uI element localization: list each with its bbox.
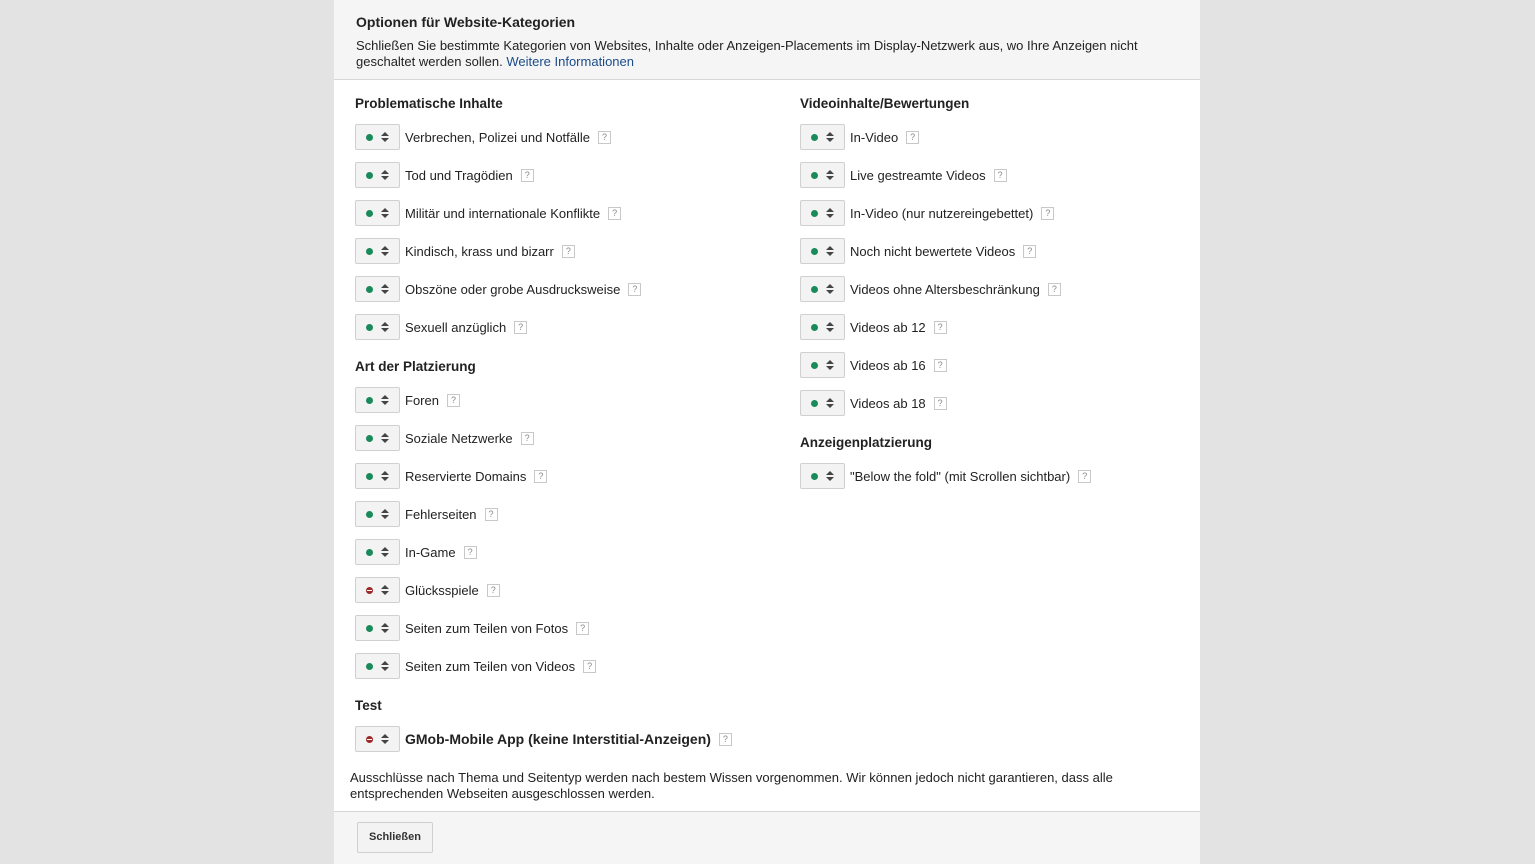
- category-label: Videos ohne Altersbeschränkung: [850, 281, 1040, 297]
- status-selector[interactable]: [355, 501, 400, 527]
- allowed-status-icon: [366, 473, 373, 480]
- allowed-status-icon: [811, 400, 818, 407]
- sort-arrows-icon: [826, 471, 834, 481]
- category-row: [355, 462, 732, 490]
- category-row: [355, 500, 732, 528]
- sort-arrows-icon: [826, 132, 834, 142]
- disclaimer-note: Ausschlüsse nach Thema und Seitentyp werden nach bestem Wissen vorgenommen. Wir können jedoch nicht garantieren, dass alle entsprechenden Webseiten ausgeschlossen werden.: [350, 770, 1113, 801]
- category-row: [355, 576, 732, 604]
- allowed-status-icon: [811, 286, 818, 293]
- sort-arrows-icon: [381, 208, 389, 218]
- category-label: Videos ab 18: [850, 395, 926, 411]
- section-heading: Problematische Inhalte: [355, 96, 503, 111]
- help-icon[interactable]: ?: [1041, 207, 1054, 220]
- sort-arrows-icon: [381, 284, 389, 294]
- sort-arrows-icon: [381, 509, 389, 519]
- status-selector[interactable]: [355, 124, 400, 150]
- allowed-status-icon: [366, 210, 373, 217]
- help-icon[interactable]: ?: [562, 245, 575, 258]
- allowed-status-icon: [366, 663, 373, 670]
- sort-arrows-icon: [381, 623, 389, 633]
- section-heading: Videoinhalte/Bewertungen: [800, 96, 970, 111]
- category-label: "Below the fold" (mit Scrollen sichtbar): [850, 468, 1071, 484]
- sort-arrows-icon: [381, 322, 389, 332]
- sort-arrows-icon: [381, 395, 389, 405]
- sort-arrows-icon: [381, 170, 389, 180]
- dialog-header: [334, 0, 1200, 80]
- status-selector[interactable]: [800, 238, 845, 264]
- status-selector[interactable]: [800, 276, 845, 302]
- allowed-status-icon: [811, 134, 818, 141]
- category-row: [800, 123, 1091, 151]
- excluded-status-icon: [366, 587, 373, 594]
- help-icon[interactable]: ?: [906, 131, 919, 144]
- sort-arrows-icon: [381, 132, 389, 142]
- help-icon[interactable]: ?: [719, 733, 732, 746]
- help-icon[interactable]: ?: [514, 321, 527, 334]
- category-label: Obszöne oder grobe Ausdrucksweise: [405, 281, 621, 297]
- status-selector[interactable]: [355, 387, 400, 413]
- help-icon[interactable]: ?: [464, 546, 477, 559]
- status-selector[interactable]: [800, 200, 845, 226]
- allowed-status-icon: [811, 362, 818, 369]
- help-icon[interactable]: ?: [583, 660, 596, 673]
- category-row: [355, 652, 732, 680]
- status-selector[interactable]: [800, 314, 845, 340]
- help-icon[interactable]: ?: [608, 207, 621, 220]
- allowed-status-icon: [366, 549, 373, 556]
- status-selector[interactable]: [355, 615, 400, 641]
- right-column: [800, 96, 1091, 500]
- status-selector[interactable]: [800, 352, 845, 378]
- category-label: Seiten zum Teilen von Fotos: [405, 620, 569, 636]
- help-icon[interactable]: ?: [598, 131, 611, 144]
- allowed-status-icon: [366, 324, 373, 331]
- help-icon[interactable]: ?: [447, 394, 460, 407]
- left-column: [355, 96, 732, 763]
- category-label: Reservierte Domains: [405, 468, 527, 484]
- category-row: [800, 199, 1091, 227]
- close-button[interactable]: Schließen: [357, 822, 433, 853]
- help-icon[interactable]: ?: [534, 470, 547, 483]
- status-selector[interactable]: [355, 162, 400, 188]
- category-row: [800, 389, 1091, 417]
- allowed-status-icon: [366, 248, 373, 255]
- status-selector[interactable]: [355, 314, 400, 340]
- help-icon[interactable]: ?: [521, 432, 534, 445]
- category-row: [800, 237, 1091, 265]
- help-icon[interactable]: ?: [994, 169, 1007, 182]
- help-icon[interactable]: ?: [934, 321, 947, 334]
- sort-arrows-icon: [826, 284, 834, 294]
- category-label: Noch nicht bewertete Videos: [850, 243, 1016, 259]
- category-row: [355, 161, 732, 189]
- help-icon[interactable]: ?: [628, 283, 641, 296]
- category-label: In-Game: [405, 544, 456, 560]
- sort-arrows-icon: [826, 360, 834, 370]
- sort-arrows-icon: [826, 322, 834, 332]
- more-info-link[interactable]: Weitere Informationen: [506, 54, 634, 69]
- status-selector[interactable]: [800, 162, 845, 188]
- status-selector[interactable]: [355, 276, 400, 302]
- help-icon[interactable]: ?: [485, 508, 498, 521]
- sort-arrows-icon: [381, 585, 389, 595]
- category-row: [800, 313, 1091, 341]
- category-label: Verbrechen, Polizei und Notfälle: [405, 129, 591, 145]
- sort-arrows-icon: [381, 734, 389, 744]
- allowed-status-icon: [366, 172, 373, 179]
- status-selector[interactable]: [355, 200, 400, 226]
- sort-arrows-icon: [381, 661, 389, 671]
- allowed-status-icon: [811, 172, 818, 179]
- category-label: Live gestreamte Videos: [850, 167, 986, 183]
- sort-arrows-icon: [381, 246, 389, 256]
- category-row: [800, 161, 1091, 189]
- category-label: Kindisch, krass und bizarr: [405, 243, 554, 259]
- allowed-status-icon: [811, 210, 818, 217]
- category-label: Sexuell anzüglich: [405, 319, 507, 335]
- category-row: [355, 275, 732, 303]
- status-selector[interactable]: [355, 425, 400, 451]
- category-row: [355, 424, 732, 452]
- sort-arrows-icon: [381, 471, 389, 481]
- category-label: Tod und Tragödien: [405, 167, 513, 183]
- category-row: [355, 386, 732, 414]
- allowed-status-icon: [811, 324, 818, 331]
- status-selector[interactable]: [800, 390, 845, 416]
- sort-arrows-icon: [381, 433, 389, 443]
- category-label: Fehlerseiten: [405, 506, 477, 522]
- category-row: [355, 123, 732, 151]
- help-icon[interactable]: ?: [487, 584, 500, 597]
- status-selector[interactable]: [355, 463, 400, 489]
- category-row: [355, 538, 732, 566]
- excluded-status-icon: [366, 736, 373, 743]
- category-label: In-Video (nur nutzereingebettet): [850, 205, 1034, 221]
- category-row: [355, 725, 732, 753]
- category-label: Soziale Netzwerke: [405, 430, 513, 446]
- sort-arrows-icon: [826, 398, 834, 408]
- category-row: [355, 614, 732, 642]
- category-row: [800, 351, 1091, 379]
- category-label: Seiten zum Teilen von Videos: [405, 658, 576, 674]
- category-label: GMob-Mobile App (keine Interstitial-Anzeigen): [405, 731, 711, 747]
- category-label: Videos ab 16: [850, 357, 926, 373]
- sort-arrows-icon: [826, 170, 834, 180]
- sort-arrows-icon: [381, 547, 389, 557]
- website-categories-dialog: [334, 0, 1200, 863]
- allowed-status-icon: [366, 397, 373, 404]
- dialog-title: Optionen für Website-Kategorien: [356, 14, 576, 30]
- help-icon[interactable]: ?: [934, 397, 947, 410]
- dialog-description: Schließen Sie bestimmte Kategorien von Websites, Inhalte oder Anzeigen-Placements im Display-Netzwerk aus, wo Ihre Anzeigen nicht geschaltet werden sollen. Weitere Informationen: [356, 38, 1138, 69]
- category-label: Glücksspiele: [405, 582, 479, 598]
- category-label: Foren: [405, 392, 439, 408]
- status-selector[interactable]: [355, 238, 400, 264]
- allowed-status-icon: [366, 511, 373, 518]
- sort-arrows-icon: [826, 208, 834, 218]
- sort-arrows-icon: [826, 246, 834, 256]
- section-heading: Art der Platzierung: [355, 359, 476, 374]
- dialog-footer: [334, 811, 1200, 864]
- help-icon[interactable]: ?: [1048, 283, 1061, 296]
- help-icon[interactable]: ?: [1078, 470, 1091, 483]
- status-selector[interactable]: [355, 577, 400, 603]
- help-icon[interactable]: ?: [934, 359, 947, 372]
- status-selector[interactable]: [355, 726, 400, 752]
- help-icon[interactable]: ?: [521, 169, 534, 182]
- category-row: [355, 199, 732, 227]
- allowed-status-icon: [811, 473, 818, 480]
- category-row: [355, 313, 732, 341]
- category-label: Militär und internationale Konflikte: [405, 205, 601, 221]
- category-label: In-Video: [850, 129, 899, 145]
- allowed-status-icon: [366, 134, 373, 141]
- allowed-status-icon: [366, 286, 373, 293]
- category-row: [355, 237, 732, 265]
- status-selector[interactable]: [800, 463, 845, 489]
- help-icon[interactable]: ?: [576, 622, 589, 635]
- section-heading: Anzeigenplatzierung: [800, 435, 933, 450]
- help-icon[interactable]: ?: [1023, 245, 1036, 258]
- allowed-status-icon: [811, 248, 818, 255]
- allowed-status-icon: [366, 435, 373, 442]
- category-label: Videos ab 12: [850, 319, 926, 335]
- status-selector[interactable]: [800, 124, 845, 150]
- allowed-status-icon: [366, 625, 373, 632]
- section-heading: Test: [355, 698, 382, 713]
- category-row: [800, 275, 1091, 303]
- status-selector[interactable]: [355, 539, 400, 565]
- status-selector[interactable]: [355, 653, 400, 679]
- category-row: [800, 462, 1091, 490]
